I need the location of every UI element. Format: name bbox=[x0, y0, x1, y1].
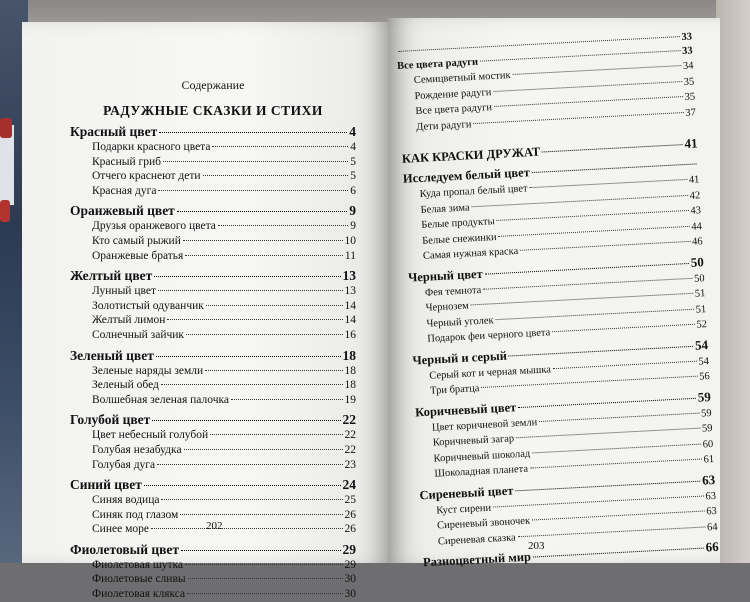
toc-item-row: Солнечный зайчик 16 bbox=[92, 328, 356, 341]
toc-item-row: Друзья оранжевого цвета 9 bbox=[92, 220, 356, 233]
toc-item-row: Красный гриб 5 bbox=[92, 155, 356, 168]
toc-item-row: Фея темнота 50 bbox=[424, 272, 705, 299]
toc-item-row: Куст сирени 63 bbox=[436, 490, 717, 517]
toc-item-row: Синяк под глазом 26 bbox=[92, 508, 356, 521]
toc-item-row: Семицветный мостик 34 bbox=[413, 60, 694, 87]
toc-item-row: Белые снежинки 44 bbox=[421, 220, 703, 247]
toc-chapter-row: Синий цвет 24 bbox=[70, 477, 356, 493]
right-table-of-contents bbox=[396, 31, 719, 572]
toc-chapter-row: Красный цвет 4 bbox=[70, 124, 356, 139]
right-chapter-list bbox=[403, 155, 720, 571]
toc-item-row: Белая зима 42 bbox=[420, 189, 701, 216]
toc-item-row: Все цвета радуги 33 bbox=[396, 45, 693, 72]
toc-item-row: Цвет коричневой земли 59 bbox=[431, 407, 712, 434]
toc-item-row: Фиолетовая клякса 30 bbox=[92, 588, 356, 601]
page-number-left: 202 bbox=[206, 520, 223, 532]
toc-item-row: Куда пропал белый цвет 41 bbox=[419, 174, 700, 200]
toc-chapter-row: Сиреневый цвет 63 bbox=[419, 471, 716, 502]
toc-item-row: Лунный цвет 13 bbox=[92, 285, 356, 298]
toc-item-row: Сиреневая сказка 64 bbox=[437, 521, 718, 547]
toc-item-row: Черный уголек 51 bbox=[426, 303, 707, 330]
toc-item-row: Волшебная зеленая палочка 19 bbox=[92, 393, 356, 406]
right-top-list bbox=[396, 31, 696, 136]
toc-chapter-row: Разноцветный мир 66 bbox=[422, 538, 720, 570]
page-number-right: 203 bbox=[528, 540, 545, 552]
toc-chapter-row: Фиолетовый цвет 29 bbox=[70, 541, 356, 557]
toc-item-row: Рождение радуги 35 bbox=[414, 75, 695, 102]
toc-item-row: Желтый лимон 14 bbox=[92, 314, 356, 327]
toc-item-row: Дети радуги 37 bbox=[415, 106, 697, 133]
contents-heading: Содержание bbox=[181, 78, 245, 92]
toc-item-row: Голубая дуга 23 bbox=[92, 458, 356, 471]
toc-item-row: Белые продукты 43 bbox=[421, 205, 702, 231]
toc-item-row: Серый кот и черная мышка 54 bbox=[429, 355, 710, 382]
toc-item-row: Все цвета радуги 35 bbox=[415, 91, 696, 118]
section-title-rainbow-tales: РАДУЖНЫЕ СКАЗКИ И СТИХИ bbox=[103, 103, 323, 118]
toc-item-row: Подарки красного цвета 4 bbox=[92, 141, 356, 153]
toc-chapter-row: Черный и серый 54 bbox=[412, 336, 709, 368]
toc-item-row: Фиолетовые сливы 30 bbox=[92, 573, 356, 586]
toc-item-row: 33 bbox=[396, 31, 692, 60]
toc-item-row: Цвет небесный голубой 22 bbox=[92, 429, 356, 442]
toc-item-row: Синее море 26 bbox=[92, 523, 356, 536]
toc-chapter-row: Желтый цвет 13 bbox=[70, 268, 356, 284]
toc-item-row: Кто самый рыжий 10 bbox=[92, 234, 356, 247]
toc-chapter-row: Исследуем белый цвет bbox=[403, 155, 699, 187]
toc-chapter-row: Оранжевый цвет 9 bbox=[70, 203, 356, 219]
section-title-colors-friends: КАК КРАСКИ ДРУЖАТ 41 bbox=[401, 135, 698, 166]
background-right bbox=[716, 0, 750, 563]
toc-item-row: Синяя водица 25 bbox=[92, 494, 356, 507]
toc-item-row: Фиолетовая шутка 29 bbox=[92, 558, 356, 571]
toc-item-row: Самая нужная краска 46 bbox=[422, 236, 703, 262]
toc-item-row: Коричневый загар 59 bbox=[432, 422, 713, 449]
toc-chapter-row: Коричневый цвет 59 bbox=[414, 388, 712, 419]
toc-item-row: Чернозем 51 bbox=[425, 288, 706, 314]
toc-item-row: Три братца 56 bbox=[429, 371, 711, 397]
toc-item-row: Коричневый шоколад 60 bbox=[433, 438, 714, 465]
toc-item-row: Сиреневый звоночек 63 bbox=[436, 505, 718, 532]
toc-item-row: Зеленый обед 18 bbox=[92, 379, 356, 392]
toc-item-row: Шоколадная планета 61 bbox=[434, 453, 715, 480]
toc-chapter-row: Черный цвет 50 bbox=[407, 253, 705, 285]
toc-item-row: Красная дуга 6 bbox=[92, 184, 356, 197]
toc-chapter-row: Зеленый цвет 18 bbox=[70, 347, 356, 363]
toc-item-row: Зеленые наряды земли 18 bbox=[92, 364, 356, 377]
toc-item-row: Голубая незабудка 22 bbox=[92, 443, 356, 456]
toc-item-row: Оранжевые братья 11 bbox=[92, 249, 356, 262]
toc-item-row: Золотистый одуванчик 14 bbox=[92, 299, 356, 312]
toc-item-row: Отчего краснеют дети 5 bbox=[92, 170, 356, 183]
toc-chapter-row: Голубой цвет 22 bbox=[70, 412, 356, 428]
toc-item-row: Подарок феи черного цвета 52 bbox=[427, 319, 708, 345]
